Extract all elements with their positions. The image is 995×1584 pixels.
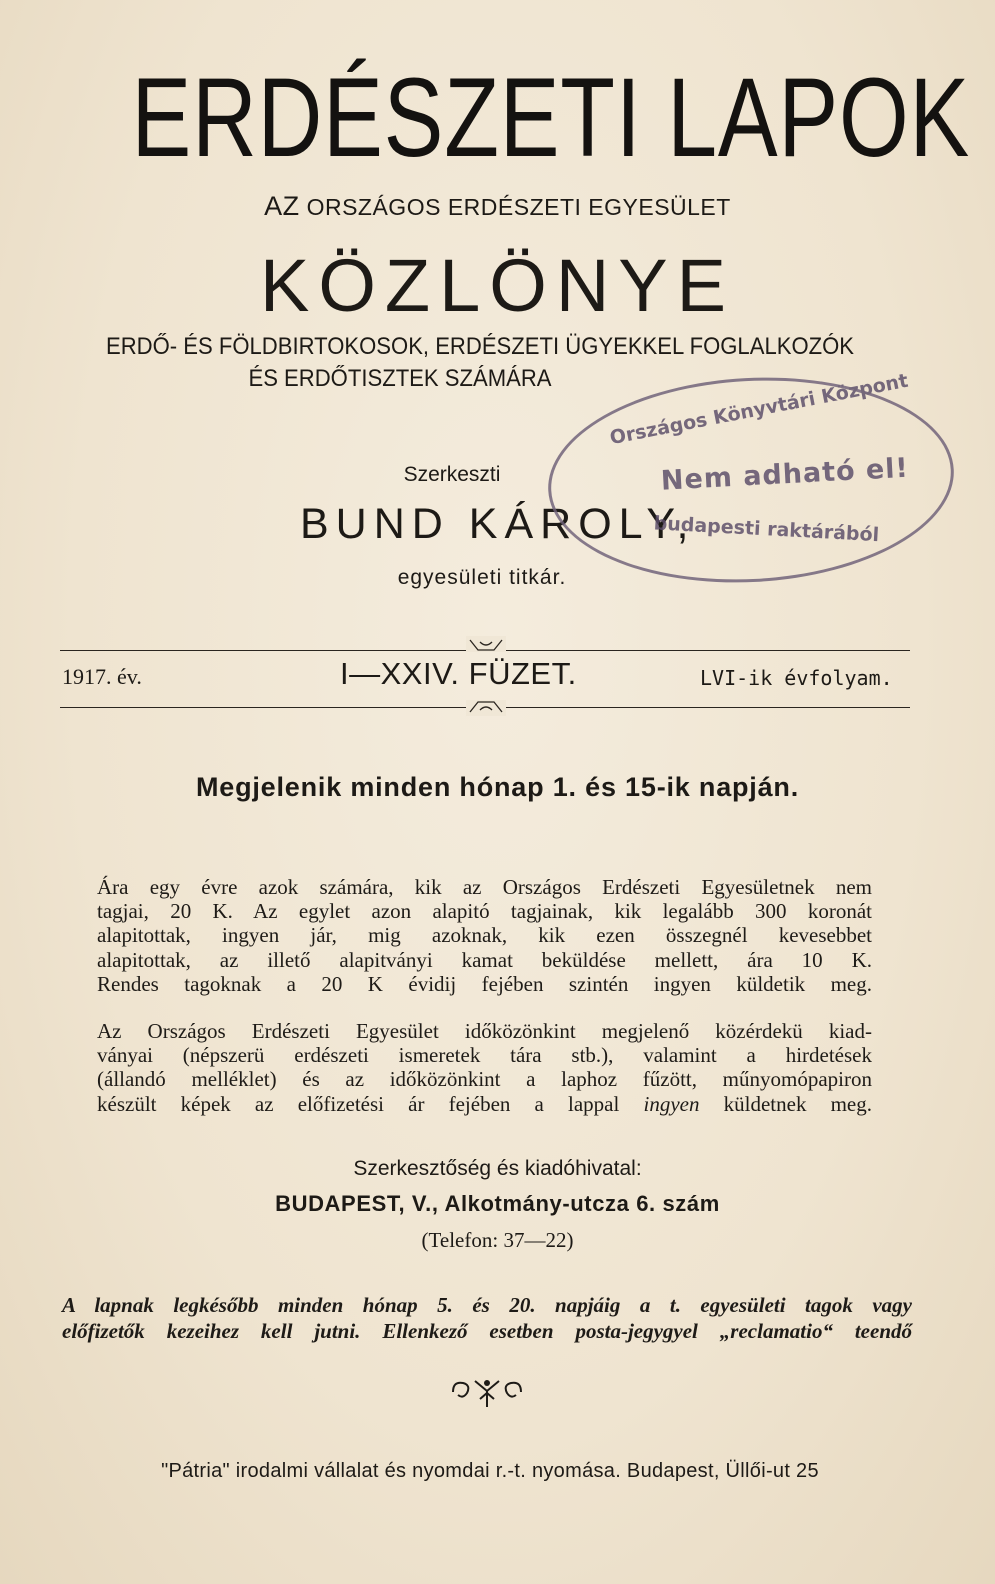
delivery-notice (62, 1292, 912, 1344)
audience-line-1: ERDŐ- ÉS FÖLDBIRTOKOSOK, ERDÉSZETI ÜGYEKKEL FOGLALKOZÓK (105, 333, 855, 360)
publisher-line-prefix: AZ (264, 191, 300, 221)
pricing-line: tagjai, 20 K. Az egylet azon alapitó tagjainak, kik legalább 300 koronát (97, 899, 872, 924)
pricing-line: Rendes tagoknak a 20 K évidij fejében szintén ingyen küldetik meg. (97, 971, 872, 996)
publications-line: (állandó melléklet) és az időközönkint a laphoz fűzött, műnyomópapiron (97, 1067, 872, 1092)
audience-line-2: ÉS ERDŐTISZTEK SZÁMÁRA (248, 365, 552, 392)
publisher-line (0, 191, 995, 222)
editor-name: BUND KÁROLY, (300, 500, 696, 548)
upper-rule-ornament (466, 636, 506, 652)
publication-schedule: Megjelenik minden hónap 1. és 15-ik napján. (195, 772, 800, 802)
publications-line: Az Országos Erdészeti Egyesület időközönkint megjelenő közérdekü kiad- (97, 1019, 872, 1043)
office-label: Szerkesztőség és kiadóhivatal: (353, 1157, 642, 1180)
notice-line: előfizetők kezeihez kell jutni. Ellenkező esetben posta-jegygyel „reclamatio“ teendő (62, 1319, 912, 1343)
decorative-ornament-icon (447, 1375, 527, 1409)
library-stamp (543, 368, 959, 593)
stamp-top-text: Országos Könyvtári Központ (608, 369, 910, 450)
editor-label: Szerkeszti (403, 463, 501, 486)
pricing-line: Ára egy évre azok számára, kik az Országos Erdészeti Egyesületnek nem (97, 875, 872, 899)
publications-last-line-start: készült képek az előfizetési ár fejében a lappal (97, 1091, 620, 1116)
stamp-bottom-text: budapesti raktárából (653, 512, 880, 547)
publications-last-line (97, 1092, 872, 1116)
publications-last-line-end: küldetnek meg. (723, 1091, 872, 1116)
stamp-middle-text: Nem adható el! (660, 452, 910, 497)
journal-subtitle: KÖZLÖNYE (260, 244, 735, 327)
publisher-line-name: ORSZÁGOS ERDÉSZETI EGYESÜLET (306, 194, 731, 220)
printer-imprint: "Pátria" irodalmi vállalat és nyomdai r.-t. nyomása. Budapest, Üllői-ut 25 (161, 1460, 819, 1482)
office-phone: (Telefon: 37—22) (421, 1228, 574, 1252)
publications-paragraph (97, 1019, 872, 1116)
publications-line: ványai (népszerü erdészeti ismeretek tára stb.), valamint a hirdetések (97, 1043, 872, 1068)
office-address: BUDAPEST, V., Alkotmány-utcza 6. szám (275, 1191, 720, 1216)
journal-title: ERDÉSZETI LAPOK (131, 55, 971, 180)
lower-rule-ornament (466, 700, 506, 716)
notice-line: A lapnak legkésőbb minden hónap 5. és 20. napjáig a t. egyesületi tagok vagy (62, 1293, 912, 1317)
volume-number: LVI-ik évfolyam. (700, 666, 893, 690)
publication-year: 1917. év. (62, 664, 142, 689)
issue-number: I—XXIV. FÜZET. (340, 656, 577, 691)
pricing-line: alapitottak, az illető alapitványi kamat beküldése mellett, ára 10 K. (97, 947, 872, 972)
pricing-line: alapitottak, ingyen jár, mig azoknak, kik ezen összegnél kevesebbet (97, 923, 872, 948)
free-of-charge-emphasis: ingyen (643, 1091, 700, 1116)
editor-role: egyesületi titkár. (397, 566, 567, 589)
pricing-paragraph (97, 875, 872, 996)
